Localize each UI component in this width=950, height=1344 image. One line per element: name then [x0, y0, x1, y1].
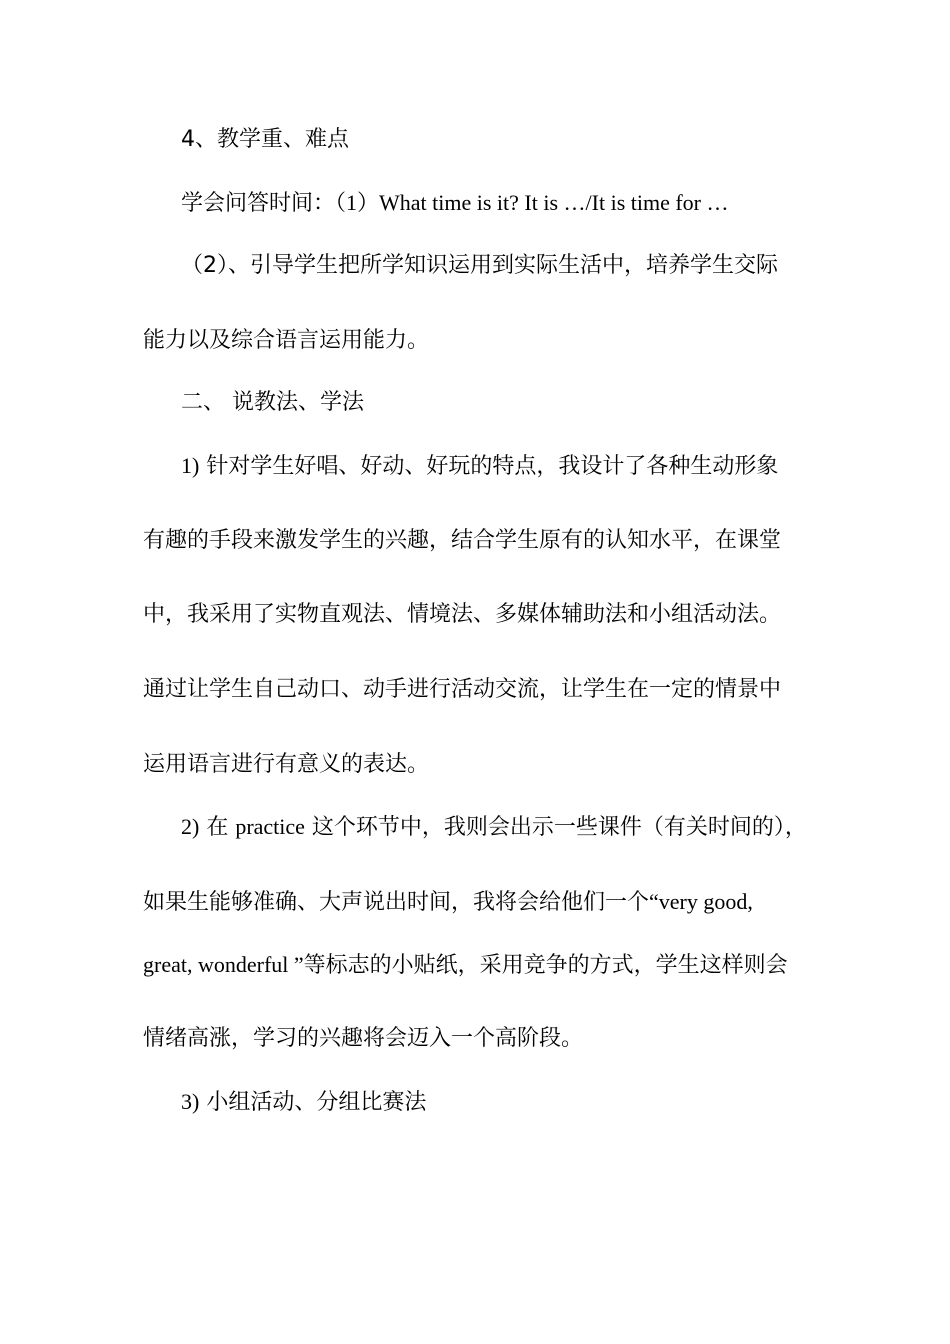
paragraph-key-point-2-cont: 能力以及综合语言运用能力。: [143, 328, 430, 353]
example-sentence: （1）What time is it? It is …/It is time for …: [335, 190, 729, 215]
method-2-text-a: 在: [199, 815, 236, 840]
method-2-text-b: 这个环节中，我则会出示一些课件（有关时间的），: [304, 815, 807, 840]
paragraph-method-1-cont-c: 通过让学生自己动口、动手进行活动交流，让学生在一定的情景中: [143, 677, 782, 702]
label-learn-time: 学会问答时间：: [181, 191, 336, 216]
paragraph-method-1-cont-d: 运用语言进行有意义的表达。: [143, 752, 430, 777]
list-marker-3: 3): [181, 1089, 200, 1114]
paragraph-method-2-cont-a: [143, 888, 753, 917]
method-2-practice: practice: [235, 814, 305, 839]
heading-key-points: 4、教学重、难点: [181, 127, 349, 152]
method-2-praise-quote: “very good,: [649, 889, 753, 914]
paragraph-method-1-cont-b: 中，我采用了实物直观法、情境法、多媒体辅助法和小组活动法。: [143, 602, 782, 627]
paragraph-key-point-2: （2）、引导学生把所学知识运用到实际生活中，培养学生交际: [181, 253, 778, 278]
method-3-text: 小组活动、分组比赛法: [199, 1090, 427, 1115]
method-2-cont-b-text: 等标志的小贴纸，采用竞争的方式，学生这样则会: [303, 953, 788, 978]
paragraph-method-3: [181, 1088, 426, 1117]
paragraph-key-point-1: [181, 189, 729, 218]
heading-teaching-methods: 二、 说教法、学法: [181, 390, 364, 415]
paragraph-method-1: [181, 452, 778, 481]
method-2-praise-quote-end: great, wonderful ”: [143, 952, 304, 977]
list-marker-2: 2): [181, 814, 200, 839]
list-marker-1: 1): [181, 453, 200, 478]
paragraph-method-2-cont-b: [143, 951, 788, 980]
paragraph-method-2: [181, 813, 807, 842]
method-2-cont-a-text: 如果生能够准确、大声说出时间，我将会给他们一个: [143, 890, 650, 915]
paragraph-method-1-cont-a: 有趣的手段来激发学生的兴趣，结合学生原有的认知水平，在课堂: [143, 528, 782, 553]
method-1-text: 针对学生好唱、好动、好玩的特点，我设计了各种生动形象: [199, 454, 779, 479]
paragraph-method-2-cont-c: 情绪高涨，学习的兴趣将会迈入一个高阶段。: [143, 1026, 584, 1051]
